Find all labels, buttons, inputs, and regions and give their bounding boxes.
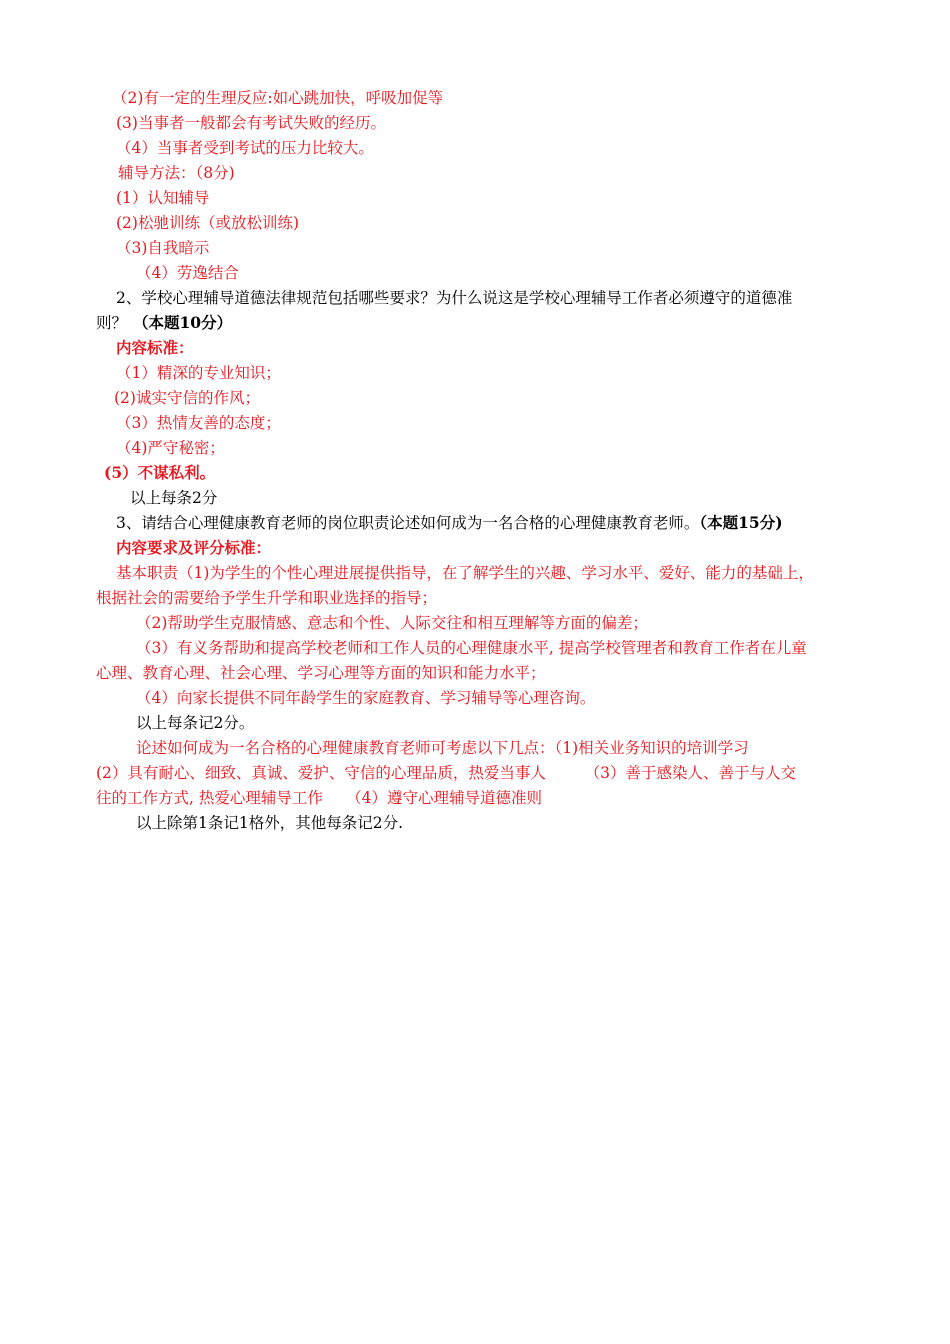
method-item: (2)松驰训练（或放松训练) <box>116 214 300 232</box>
standard-item: （3）热情友善的态度； <box>116 414 281 432</box>
question-2-score: （本题10分） <box>133 313 233 332</box>
standard-item: (5）不谋私利。 <box>104 463 216 482</box>
method-item: (1）认知辅导 <box>116 189 210 207</box>
standard-item: （1）精深的专业知识； <box>116 364 281 382</box>
question-2-tail: 则？ <box>96 314 128 332</box>
duty-item-continued: 心理、教育心理、社会心理、学习心理等方面的知识和能力水平； <box>96 664 546 682</box>
standard-item: （4)严守秘密； <box>116 439 225 457</box>
discussion-line: 往的工作方式, 热爱心理辅导工作 （4）遵守心理辅导道德准则 <box>96 789 542 807</box>
duty-item: （3）有义务帮助和提高学校老师和工作人员的心理健康水平, 提高学校管理者和教育工作者在儿童 <box>136 639 807 657</box>
question-2-text: 2、学校心理辅导道德法律规范包括哪些要求？为什么说这是学校心理辅导工作者必须遵守的道德准 <box>116 289 793 307</box>
answer-line: (3)当事者一般都会有考试失败的经历。 <box>116 114 386 132</box>
standard-score-note: 以上每条2分 <box>130 489 218 507</box>
duty-item-continued: 根据社会的需要给予学生升学和职业选择的指导； <box>96 589 438 607</box>
duty-item: 基本职责（1)为学生的个性心理进展提供指导，在了解学生的兴趣、学习水平、爱好、能力的基础上， <box>116 564 814 582</box>
discussion-line: (2）具有耐心、细致、真诚、爱护、守信的心理品质，热爱当事人 （3）善于感染人、善于与人交 <box>96 764 797 782</box>
standard-item: (2)诚实守信的作风； <box>114 389 260 407</box>
question-3-body: 3、请结合心理健康教育老师的岗位职责论述如何成为一名合格的心理健康教育老师。 <box>116 514 700 532</box>
question-3-score: （本题15分) <box>699 513 783 532</box>
method-item: （4）劳逸结合 <box>136 264 239 282</box>
duty-item: （4）向家长提供不同年龄学生的家庭教育、学习辅导等心理咨询。 <box>136 689 596 707</box>
content-standard-heading: 内容标准： <box>116 338 194 357</box>
discussion-score-note: 以上除第1条记1格外，其他每条记2分. <box>136 814 404 832</box>
answer-line: （2)有一定的生理反应:如心跳加快，呼吸加促等 <box>112 89 444 107</box>
question-2-continued <box>96 312 232 334</box>
method-heading: 辅导方法：（8分) <box>118 164 235 182</box>
answer-line: （4）当事者受到考试的压力比较大。 <box>116 139 374 157</box>
question-3-text <box>116 512 783 534</box>
method-item: （3)自我暗示 <box>116 239 210 257</box>
discussion-line: 论述如何成为一名合格的心理健康教育老师可考虑以下几点：（1)相关业务知识的培训学习 <box>136 739 749 757</box>
duty-item: （2)帮助学生克服情感、意志和个性、人际交往和相互理解等方面的偏差； <box>136 614 648 632</box>
requirements-heading: 内容要求及评分标准： <box>116 538 272 557</box>
duty-score-note: 以上每条记2分。 <box>136 714 255 732</box>
